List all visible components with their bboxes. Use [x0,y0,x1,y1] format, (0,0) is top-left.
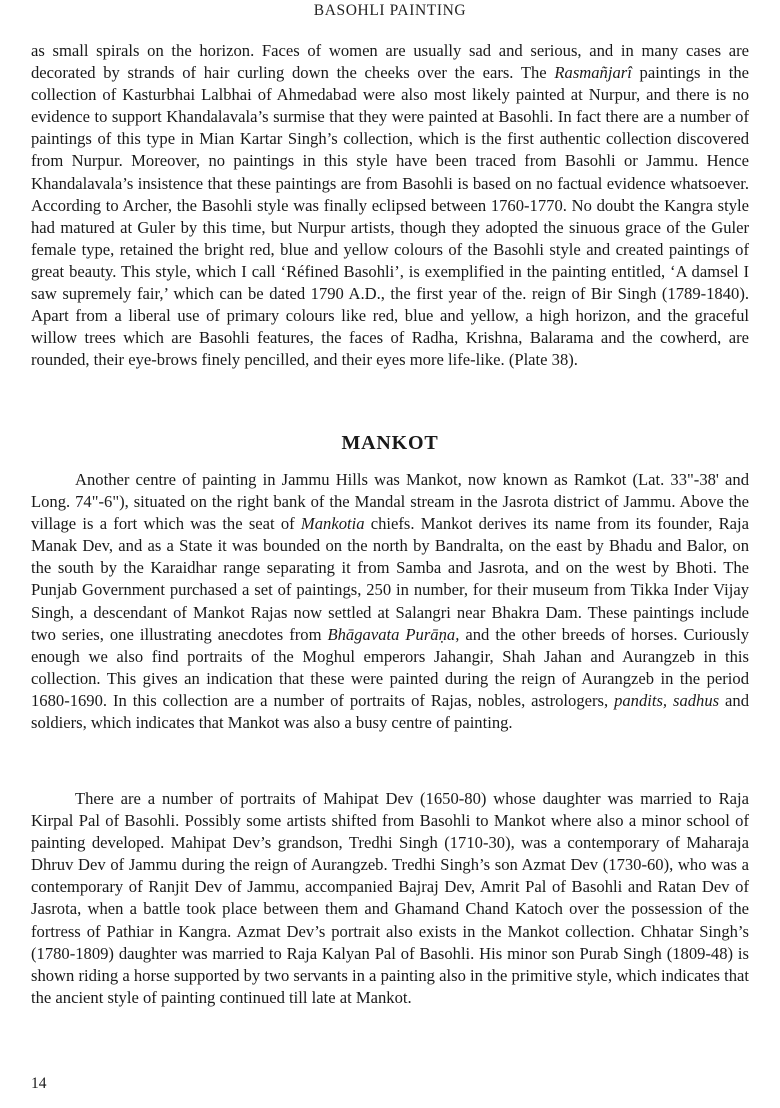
paragraph-mankot-2 [31,788,749,1009]
paragraph-mankot-1 [31,469,749,734]
italic-text-run: Rasmañjarî [554,63,632,83]
text-run: as small spirals on the horizon. Faces of women are usually sad and serious, and in many cases are decorated by strands of hair curling down the cheeks over the ears. The [31,41,749,83]
text-block-mankot-2 [31,788,749,1009]
page-number: 14 [31,1075,47,1092]
text-run: chiefs. Mankot derives its name from its founder, Raja Manak Dev, and as a State it was bounded on the north by Bandralta, on the east by Bhadu and Balor, on the south by the Karaidhar range separating it from Samba and Jasrota, and on the west by Bhoti. The Punjab Government purchased a set of paintings, 250 in number, for their museum from Tikka Inder Vijay Singh, a descendant of Mankot Rajas now settled at Salangri near Bhakra Dam. These paintings include two series, one illustrating anecdotes from [31,514,749,644]
text-run: There are a number of portraits of Mahipat Dev (1650-80) whose daughter was married to Raja Kirpal Pal of Basohli. Possibly some artists shifted from Basohli to Mankot where also a minor school of painting developed. Mahipat Dev’s grandson, Tredhi Singh (1710-30), was a contemporary of Maharaja Dhruv Dev of Jammu during the reign of Aurangzeb. Tredhi Singh’s son Azmat Dev (1730-60), who was a contemporary of Ranjit Dev of Jammu, accompanied Bajraj Dev, Amrit Pal of Basohli and Ratan Dev of Jasrota, when a battle took place between them and Ghamand Chand Katoch over the possession of the fortress of Pathiar in Kangra. Azmat Dev’s portrait also exists in the Mankot collection. Chhatar Singh’s (1780-1809) daughter was married to Raja Kalyan Pal of Basohli. His minor son Purab Singh (1809-48) is shown riding a horse supported by two servants in a painting also in the primitive style, which indicates that the ancient style of painting continued till late at Mankot. [31,789,749,1007]
italic-text-run: pandits, sadhus [614,690,720,710]
running-head: BASOHLI PAINTING [313,2,467,19]
text-run: and the other breeds of horses. Curiously enough we also find portraits of the Moghul emperors Jahangir, Shah Jahan and Aurangzeb in this collection. This gives an indication that these were painted during the reign of Aurangzeb in the period 1680-1690. In this collection are a number of portraits of Rajas, nobles, astrologers, [31,624,749,710]
section-heading: MANKOT [341,432,439,454]
text-block-mankot-1 [31,469,749,734]
text-run: paintings in the collection of Kasturbhai Lalbhai of Ahmedabad were also most likely painted at Nurpur, and there is no evidence to support Khandalavala’s surmise that they were painted at Basohli. In fact there are a number of paintings of this type in Mian Kartar Singh’s collection, which is the first authentic collection discovered from Nurpur. Moreover, no paintings in this style have been traced from Basohli or Jammu. Hence Khandalavala’s insistence that these paintings are from Basohli is based on no factual evidence whatsoever. According to Archer, the Basohli style was finally eclipsed between 1760-1770. No doubt the Kangra style had matured at Guler by this time, but Nurpur artists, though they adopted the sinuous grace of the Guler female type, retained the bright red, blue and yellow colours of the Basohli style and created paintings of great beauty. This style, which I call ‘Réfined Basohli’, is exemplified in the painting entitled, ‘A damsel I saw supremely fair,’ which can be dated 1790 A.D., the first year of the. reign of Bir Singh (1789-1840). Apart from a liberal use of primary colours like red, blue and yellow, a high horizon, and the graceful willow trees which are Basohli features, the faces of Radha, Krishna, Balarama and the cowherd, are rounded, their eye-brows finely pencilled, and their eyes more life-like. (Plate 38). [31,63,749,370]
text-run: and soldiers, which indicates that Mankot was also a busy centre of painting. [31,690,749,733]
text-run: Another centre of painting in Jammu Hills was Mankot, now known as Ramkot (Lat. 33"-38' and Long. 74"-6"), situated on the right bank of the Mandal stream in the Jasrota district of Jammu. Above the village is a fort which was the seat of [31,470,749,534]
italic-text-run: Mankotia [300,514,365,534]
italic-text-run: Bhāgavata Purāṇa, [327,624,460,644]
text-block-top [31,40,749,371]
paragraph-top [31,40,749,371]
